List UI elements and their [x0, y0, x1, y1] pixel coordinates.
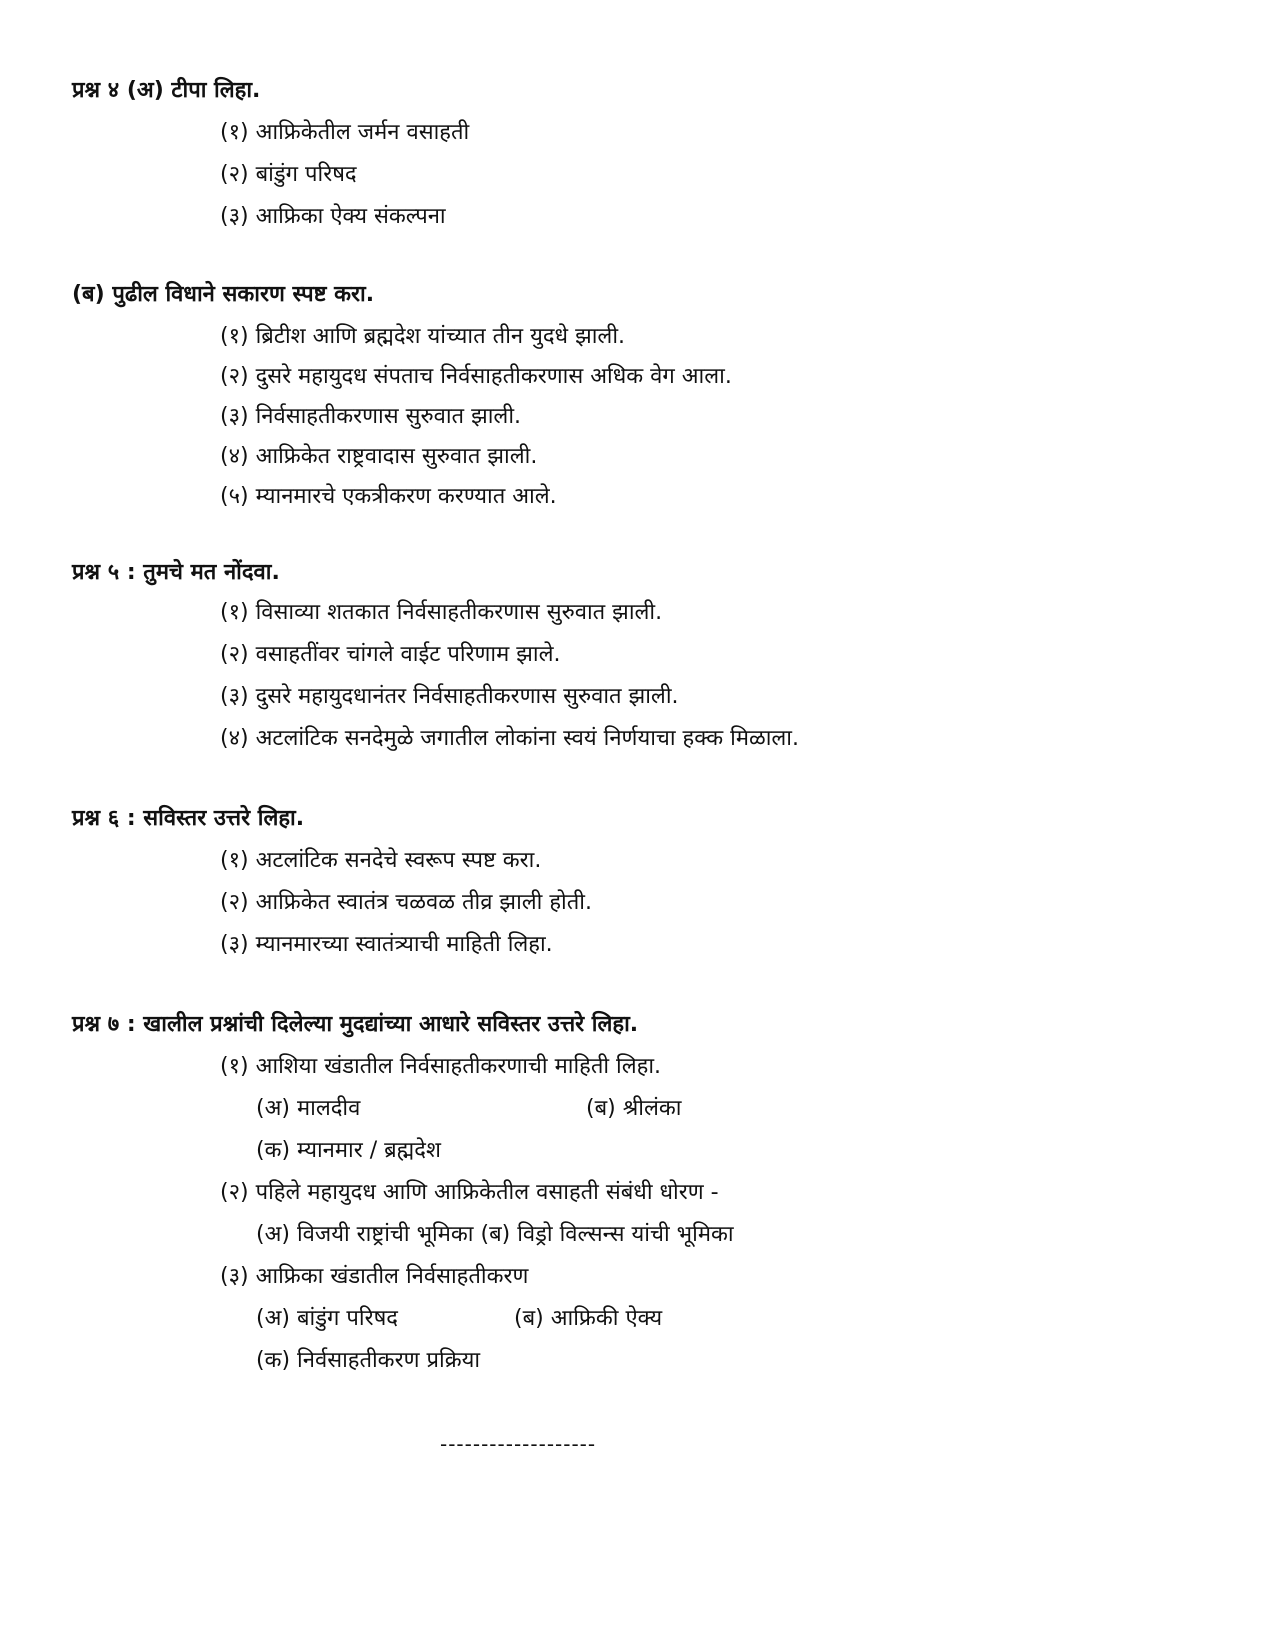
q7-sub3-title: (३) आफ्रिका खंडातील निर्वसाहतीकरण	[220, 1264, 529, 1289]
q4-item-1: (१) आफ्रिकेतील जर्मन वसाहती	[220, 120, 470, 145]
q5-item-1: (१) विसाव्या शतकात निर्वसाहतीकरणास सुरुवात झाली.	[220, 600, 663, 625]
q4b-item-5: (५) म्यानमारचे एकत्रीकरण करण्यात आले.	[220, 484, 557, 509]
q4-heading: प्रश्न ४ (अ) टीपा लिहा.	[72, 78, 261, 103]
q4b-item-1: (१) ब्रिटीश आणि ब्रह्मदेश यांच्यात तीन युदधे झाली.	[220, 324, 626, 349]
q4b-item-2: (२) दुसरे महायुदध संपताच निर्वसाहतीकरणास अधिक वेग आला.	[220, 364, 732, 389]
q4-item-3: (३) आफ्रिका ऐक्य संकल्पना	[220, 204, 446, 229]
q4-item-2: (२) बांडुंग परिषद	[220, 162, 357, 187]
q7-sub3-b: (ब) आफ्रिकी ऐक्य	[514, 1306, 663, 1331]
q5-item-3: (३) दुसरे महायुदधानंतर निर्वसाहतीकरणास सुरुवात झाली.	[220, 684, 679, 709]
q7-sub1-c: (क) म्यानमार / ब्रह्मदेश	[256, 1138, 441, 1163]
q7-sub2-title: (२) पहिले महायुदध आणि आफ्रिकेतील वसाहती संबंधी धोरण -	[220, 1180, 719, 1205]
q7-sub2-ab: (अ) विजयी राष्ट्रांची भूमिका (ब) विड्रो विल्सन्स यांची भूमिका	[256, 1222, 734, 1247]
q7-heading: प्रश्न ७ : खालील प्रश्नांची दिलेल्या मुदद्यांच्या आधारे सविस्तर उत्तरे लिहा.	[72, 1012, 639, 1037]
end-divider: -------------------	[440, 1432, 597, 1456]
q7-sub1-title: (१) आशिया खंडातील निर्वसाहतीकरणाची माहिती लिहा.	[220, 1054, 662, 1079]
q6-heading: प्रश्न ६ : सविस्तर उत्तरे लिहा.	[72, 806, 305, 831]
q7-sub1-a: (अ) मालदीव	[256, 1096, 361, 1121]
q6-item-2: (२) आफ्रिकेत स्वातंत्र चळवळ तीव्र झाली होती.	[220, 890, 592, 915]
q6-item-1: (१) अटलांटिक सनदेचे स्वरूप स्पष्ट करा.	[220, 848, 542, 873]
q4b-item-4: (४) आफ्रिकेत राष्ट्रवादास सुरुवात झाली.	[220, 444, 538, 469]
q4b-heading: (ब) पुढील विधाने सकारण स्पष्ट करा.	[72, 282, 375, 307]
q5-heading: प्रश्न ५ : तुमचे मत नोंदवा.	[72, 560, 280, 585]
q7-sub1-b: (ब) श्रीलंका	[586, 1096, 682, 1121]
q5-item-2: (२) वसाहतींवर चांगले वाईट परिणाम झाले.	[220, 642, 561, 667]
q7-sub3-a: (अ) बांडुंग परिषद	[256, 1306, 398, 1331]
q5-item-4: (४) अटलांटिक सनदेमुळे जगातील लोकांना स्वयं निर्णयाचा हक्क मिळाला.	[220, 726, 800, 751]
q7-sub3-c: (क) निर्वसाहतीकरण प्रक्रिया	[256, 1348, 481, 1373]
q4b-item-3: (३) निर्वसाहतीकरणास सुरुवात झाली.	[220, 404, 522, 429]
q6-item-3: (३) म्यानमारच्या स्वातंत्र्याची माहिती लिहा.	[220, 932, 553, 957]
